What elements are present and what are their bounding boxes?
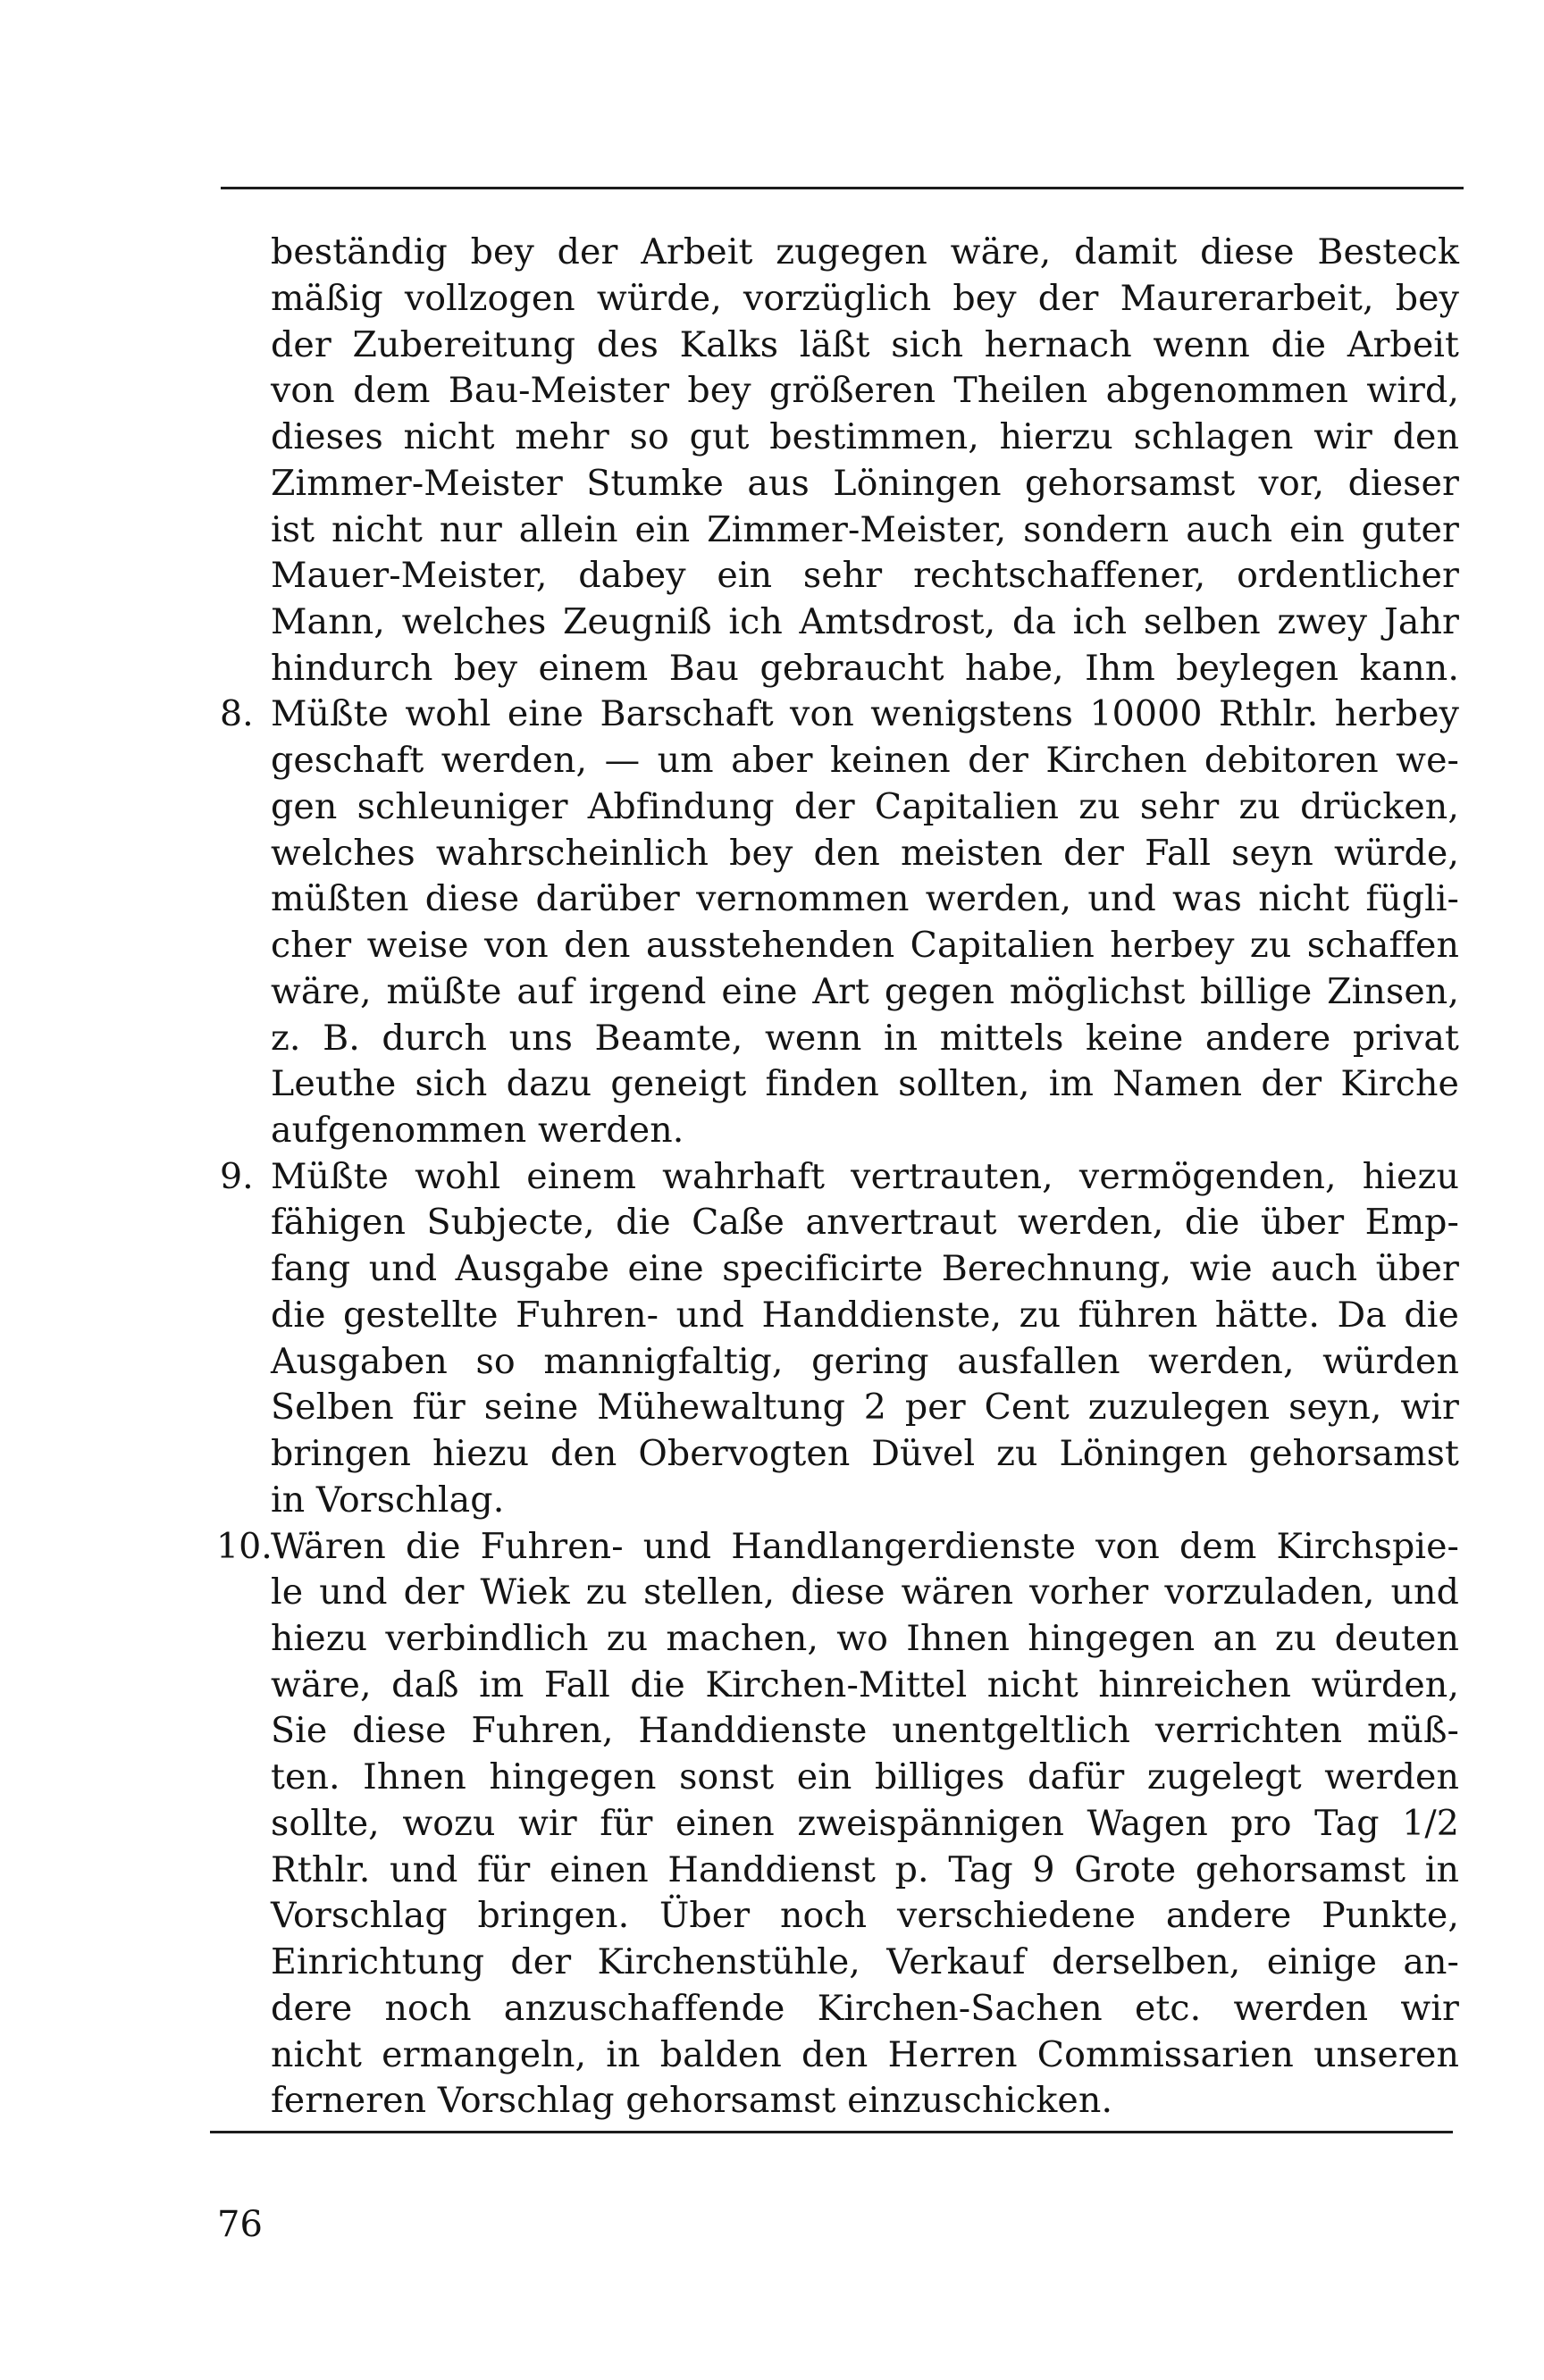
text-line: in Vorschlag. bbox=[271, 1479, 505, 1521]
text-line: fang und Ausgabe eine specificirte Berechnung, wie auch über bbox=[271, 1248, 1459, 1289]
list-marker-10: 10. bbox=[216, 1526, 273, 1567]
text-line: Einrichtung der Kirchenstühle, Verkauf derselben, einige an- bbox=[271, 1941, 1459, 1982]
text-line: le und der Wiek zu stellen, diese wären vorher vorzuladen, und bbox=[271, 1571, 1459, 1613]
text-line: nicht ermangeln, in balden den Herren Commissarien unseren bbox=[271, 2034, 1459, 2075]
text-line: mäßig vollzogen würde, vorzüglich bey der Maurerarbeit, bey bbox=[271, 278, 1459, 319]
text-line: dieses nicht mehr so gut bestimmen, hierzu schlagen wir den bbox=[271, 416, 1459, 457]
text-line: cher weise von den ausstehenden Capitalien herbey zu schaffen bbox=[271, 925, 1459, 966]
text-line: ten. Ihnen hingegen sonst ein billiges dafür zugelegt werden bbox=[271, 1756, 1459, 1798]
text-line: beständig bey der Arbeit zugegen wäre, damit diese Besteck bbox=[271, 231, 1459, 272]
text-line: hindurch bey einem Bau gebraucht habe, Ihm beylegen kann. bbox=[271, 648, 1459, 689]
text-line: fähigen Subjecte, die Caße anvertraut werden, die über Emp- bbox=[271, 1202, 1459, 1243]
text-line: dere noch anzuschaffende Kirchen-Sachen etc. werden wir bbox=[271, 1988, 1459, 2029]
text-line: Müßte wohl einem wahrhaft vertrauten, vermögenden, hiezu bbox=[271, 1156, 1459, 1197]
text-line: wäre, müßte auf irgend eine Art gegen möglichst billige Zinsen, bbox=[271, 971, 1459, 1012]
text-line: Rthlr. und für einen Handdienst p. Tag 9 Grote gehorsamst in bbox=[271, 1849, 1459, 1890]
text-line: Wären die Fuhren- und Handlangerdienste von dem Kirchspie- bbox=[271, 1526, 1459, 1567]
list-marker-9: 9. bbox=[220, 1156, 254, 1197]
text-line: aufgenommen werden. bbox=[271, 1110, 684, 1151]
text-line: von dem Bau-Meister bey größeren Theilen abgenommen wird, bbox=[271, 370, 1459, 411]
text-line: z. B. durch uns Beamte, wenn in mittels keine andere privat bbox=[271, 1018, 1459, 1059]
text-line: Mauer-Meister, dabey ein sehr rechtschaffener, ordentlicher bbox=[271, 555, 1459, 596]
text-line: gen schleuniger Abfindung der Capitalien zu sehr zu drücken, bbox=[271, 786, 1459, 827]
text-line: geschaft werden, — um aber keinen der Kirchen debitoren we- bbox=[271, 740, 1459, 781]
text-line: welches wahrscheinlich bey den meisten der Fall seyn würde, bbox=[271, 833, 1459, 874]
text-line: Ausgaben so mannigfaltig, gering ausfallen werden, würden bbox=[271, 1341, 1459, 1382]
text-line: bringen hiezu den Obervogten Düvel zu Löningen gehorsamst bbox=[271, 1433, 1459, 1474]
text-line: müßten diese darüber vernommen werden, und was nicht fügli- bbox=[271, 878, 1459, 919]
text-line: Mann, welches Zeugniß ich Amtsdrost, da ich selben zwey Jahr bbox=[271, 601, 1459, 642]
list-marker-8: 8. bbox=[220, 693, 254, 734]
bottom-rule bbox=[210, 2131, 1453, 2133]
text-line: wäre, daß im Fall die Kirchen-Mittel nicht hinreichen würden, bbox=[271, 1664, 1459, 1705]
text-line: die gestellte Fuhren- und Handdienste, zu führen hätte. Da die bbox=[271, 1295, 1459, 1336]
text-line: Sie diese Fuhren, Handdienste unentgeltlich verrichten müß- bbox=[271, 1710, 1459, 1751]
text-line: Vorschlag bringen. Über noch verschiedene andere Punkte, bbox=[271, 1895, 1459, 1936]
text-line: der Zubereitung des Kalks läßt sich hernach wenn die Arbeit bbox=[271, 324, 1459, 365]
text-line: Leuthe sich dazu geneigt finden sollten, im Namen der Kirche bbox=[271, 1063, 1459, 1104]
text-line: ferneren Vorschlag gehorsamst einzuschicken. bbox=[271, 2080, 1113, 2121]
text-line: sollte, wozu wir für einen zweispännigen Wagen pro Tag 1/2 bbox=[271, 1803, 1459, 1844]
page-number: 76 bbox=[217, 2204, 263, 2245]
text-line: Selben für seine Mühewaltung 2 per Cent zuzulegen seyn, wir bbox=[271, 1387, 1459, 1428]
text-line: Müßte wohl eine Barschaft von wenigstens 10000 Rthlr. herbey bbox=[271, 693, 1459, 734]
text-line: hiezu verbindlich zu machen, wo Ihnen hingegen an zu deuten bbox=[271, 1618, 1459, 1659]
top-rule bbox=[221, 187, 1464, 189]
text-line: Zimmer-Meister Stumke aus Löningen gehorsamst vor, dieser bbox=[271, 463, 1459, 504]
text-line: ist nicht nur allein ein Zimmer-Meister, sondern auch ein guter bbox=[271, 509, 1459, 550]
